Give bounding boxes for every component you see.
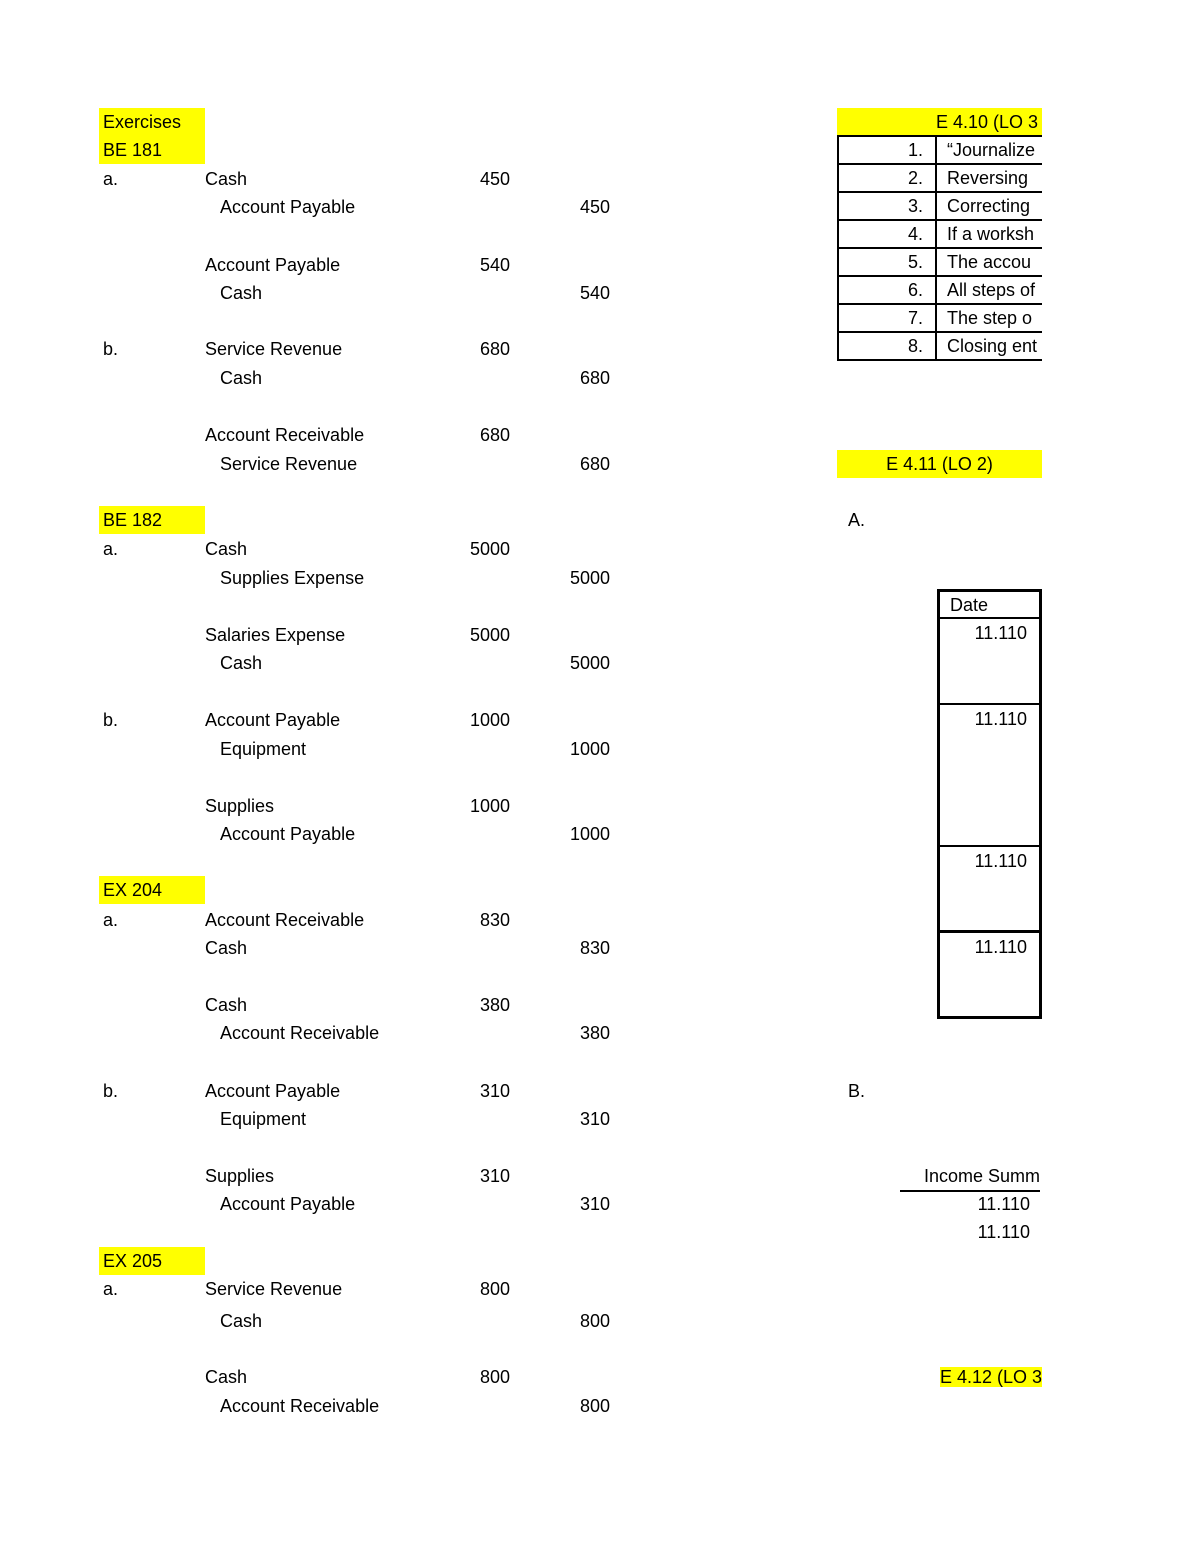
- account-name: Account Payable: [205, 710, 341, 730]
- row-text: If a worksh: [947, 224, 1035, 244]
- debit-amount: 310: [479, 1166, 510, 1186]
- credit-amount: 450: [579, 197, 610, 217]
- account-name: Supplies Expense: [220, 568, 365, 588]
- debit-amount: 800: [479, 1367, 510, 1387]
- date-cell: [937, 619, 1042, 705]
- debit-amount: 310: [479, 1081, 510, 1101]
- section-be181: BE 181: [99, 136, 205, 164]
- account-name: Account Receivable: [205, 910, 365, 930]
- account-name: Equipment: [220, 1109, 307, 1129]
- row-text: The accou: [947, 252, 1032, 272]
- section-be182: BE 182: [99, 506, 205, 534]
- account-name: Account Receivable: [220, 1396, 380, 1416]
- date-cell: [937, 933, 1042, 1019]
- date-cell: [937, 705, 1042, 847]
- table-row: [837, 305, 1042, 333]
- account-name: Account Payable: [205, 255, 341, 275]
- credit-amount: 540: [579, 283, 610, 303]
- debit-amount: 450: [479, 169, 510, 189]
- credit-amount: 680: [579, 368, 610, 388]
- section-ex204: EX 204: [99, 876, 205, 904]
- credit-amount: 800: [579, 1311, 610, 1331]
- row-number: 6.: [837, 277, 937, 303]
- credit-amount: 680: [579, 454, 610, 474]
- account-name: Account Payable: [220, 197, 356, 217]
- account-name: Service Revenue: [220, 454, 358, 474]
- exercises-title: Exercises: [99, 108, 205, 136]
- account-name: Cash: [220, 283, 263, 303]
- debit-amount: 800: [479, 1279, 510, 1299]
- credit-amount: 1000: [569, 824, 610, 844]
- row-text: Reversing: [947, 168, 1029, 188]
- table-row: [837, 137, 1042, 165]
- credit-amount: 5000: [569, 653, 610, 673]
- e410-table: [837, 135, 1042, 361]
- debit-amount: 380: [479, 995, 510, 1015]
- credit-amount: 380: [579, 1023, 610, 1043]
- credit-amount: 5000: [569, 568, 610, 588]
- row-number: 5.: [837, 249, 937, 275]
- row-number: 2.: [837, 165, 937, 191]
- account-name: Salaries Expense: [205, 625, 346, 645]
- part-a-label: A.: [848, 510, 866, 530]
- account-name: Cash: [205, 938, 248, 958]
- part-label: a.: [103, 1279, 119, 1299]
- table-row: [837, 277, 1042, 305]
- row-number: 1.: [837, 137, 937, 163]
- credit-amount: 800: [579, 1396, 610, 1416]
- row-text: Closing ent: [947, 336, 1038, 356]
- part-label: a.: [103, 539, 119, 559]
- e411-title: E 4.11 (LO 2): [837, 450, 1042, 478]
- account-name: Cash: [205, 539, 248, 559]
- credit-amount: 310: [579, 1109, 610, 1129]
- account-name: Account Payable: [220, 1194, 356, 1214]
- account-name: Cash: [205, 169, 248, 189]
- table-row: [837, 193, 1042, 221]
- table-row: [837, 333, 1042, 361]
- date-cell: [937, 847, 1042, 933]
- account-name: Supplies: [205, 1166, 275, 1186]
- table-row: [837, 249, 1042, 277]
- date-value: 11.110: [974, 709, 1027, 729]
- row-text: The step o: [947, 308, 1033, 328]
- table-row: [837, 165, 1042, 193]
- part-label: b.: [103, 1081, 119, 1101]
- income-summary-header: Income Summ: [900, 1162, 1040, 1192]
- part-label: a.: [103, 169, 119, 189]
- income-summary-value: 11.110: [977, 1194, 1030, 1214]
- debit-amount: 1000: [469, 796, 510, 816]
- debit-amount: 5000: [469, 539, 510, 559]
- debit-amount: 680: [479, 339, 510, 359]
- e410-title: E 4.10 (LO 3: [837, 108, 1042, 136]
- part-label: b.: [103, 710, 119, 730]
- part-label: a.: [103, 910, 119, 930]
- row-number: 4.: [837, 221, 937, 247]
- account-name: Cash: [220, 368, 263, 388]
- e412-title: E 4.12 (LO 3: [939, 1367, 1042, 1387]
- account-name: Account Receivable: [205, 425, 365, 445]
- part-b-label: B.: [848, 1081, 866, 1101]
- debit-amount: 5000: [469, 625, 510, 645]
- account-name: Account Receivable: [220, 1023, 380, 1043]
- income-summary-value: 11.110: [977, 1222, 1030, 1242]
- account-name: Account Payable: [205, 1081, 341, 1101]
- debit-amount: 1000: [469, 710, 510, 730]
- row-number: 7.: [837, 305, 937, 331]
- account-name: Cash: [205, 1367, 248, 1387]
- date-value: 11.110: [974, 623, 1027, 643]
- row-number: 3.: [837, 193, 937, 219]
- row-number: 8.: [837, 333, 937, 359]
- credit-amount: 1000: [569, 739, 610, 759]
- section-ex205: EX 205: [99, 1247, 205, 1275]
- credit-amount: 830: [579, 938, 610, 958]
- part-label: b.: [103, 339, 119, 359]
- account-name: Equipment: [220, 739, 307, 759]
- debit-amount: 680: [479, 425, 510, 445]
- table-row: [837, 221, 1042, 249]
- account-name: Service Revenue: [205, 339, 343, 359]
- account-name: Account Payable: [220, 824, 356, 844]
- date-value: 11.110: [974, 851, 1027, 871]
- e412-title-wrap: [900, 1363, 1042, 1391]
- date-value: 11.110: [974, 937, 1027, 957]
- debit-amount: 540: [479, 255, 510, 275]
- row-text: Correcting: [947, 196, 1031, 216]
- account-name: Cash: [205, 995, 248, 1015]
- account-name: Cash: [220, 653, 263, 673]
- row-text: All steps of: [947, 280, 1036, 300]
- debit-amount: 830: [479, 910, 510, 930]
- credit-amount: 310: [579, 1194, 610, 1214]
- account-name: Supplies: [205, 796, 275, 816]
- date-header: Date: [937, 589, 1042, 619]
- row-text: “Journalize: [947, 140, 1036, 160]
- account-name: Cash: [220, 1311, 263, 1331]
- account-name: Service Revenue: [205, 1279, 343, 1299]
